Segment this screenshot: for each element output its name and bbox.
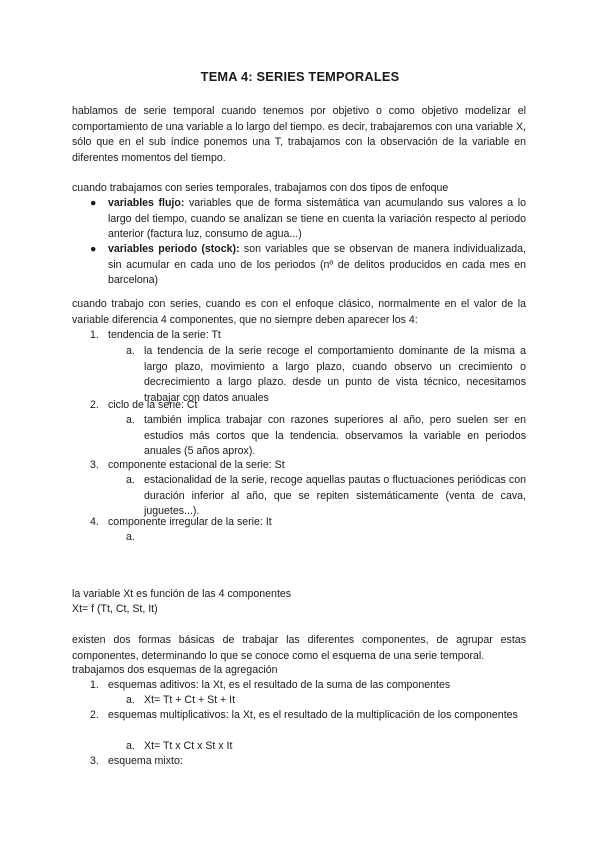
sub-text: estacionalidad de la serie, recoge aquellas pautas o fluctuaciones periódicas con duración inferior al año, que se repiten sistemáticamente (venta de cava, juguetes...). — [144, 474, 526, 517]
list-number: 3. — [90, 755, 99, 767]
sub-marker: a. — [126, 414, 135, 426]
sub-formula: Xt= Tt + Ct + St + It — [144, 694, 236, 706]
list-number: 1. — [90, 329, 99, 341]
list-label: esquemas multiplicativos: la Xt, es el resultado de la multiplicación de los componentes — [108, 709, 518, 721]
formas-paragraph: existen dos formas básicas de trabajar las diferentes componentes, de agrupar estas componentes, determinando lo que se conoce como el esquema de una serie temporal. — [72, 634, 526, 662]
document-title: TEMA 4: SERIES TEMPORALES — [200, 69, 400, 84]
funcion-formula: Xt= f (Tt, Ct, St, It) — [72, 603, 158, 615]
sub-text: la tendencia de la serie recoge el comportamiento dominante de la misma a largo plazo, movimiento a largo plazo, cuando observo un crecimiento o decrecimiento a largo plazo. desde un punto de vista técnico, necesitamos trabajar con datos anuales — [144, 345, 526, 404]
list-label: esquemas aditivos: la Xt, es el resultado de la suma de las componentes — [108, 679, 451, 691]
funcion-line: la variable Xt es función de las 4 componentes — [72, 588, 292, 600]
componentes-intro: cuando trabajo con series, cuando es con el enfoque clásico, normalmente en el valor de la variable diferencia 4 componentes, que no siempre deben aparecer los 4: — [72, 298, 526, 326]
bullet-dot: ● — [90, 197, 97, 209]
sub-text: también implica trabajar con razones superiores al año, pero suelen ser en estudios más cortos que la tendencia. observamos la variable en periodos anuales (5 años aprox). — [144, 414, 526, 457]
bullet-term: variables flujo: — [108, 197, 185, 209]
bullet-term: variables periodo (stock): — [108, 243, 240, 255]
bullet-text — [108, 242, 526, 289]
bullet-description: variables que de forma sistemática van acumulando sus valores a lo largo del tiempo, cuando se analizan se tiene en cuenta la variación respecto al periodo anterior (factura luz, consumo de agua...) — [108, 197, 526, 240]
list-number: 2. — [90, 709, 99, 721]
sub-marker: a. — [126, 345, 135, 357]
bullet-dot: ● — [90, 243, 97, 255]
sub-marker: a. — [126, 694, 135, 706]
list-number: 1. — [90, 679, 99, 691]
intro-paragraph: hablamos de serie temporal cuando tenemos por objetivo o como objetivo modelizar el comportamiento de una variable a lo largo del tiempo. es decir, trabajaremos con una variable X, sólo que en el sub índice ponemos una T, trabajamos con la observación de la variable en diferentes momentos del tiempo. — [72, 105, 526, 164]
sub-formula: Xt= Tt x Ct x St x It — [144, 740, 233, 752]
list-label: componente estacional de la serie: St — [108, 459, 285, 471]
sub-marker: a. — [126, 531, 135, 543]
sub-marker: a. — [126, 474, 135, 486]
list-number: 3. — [90, 459, 99, 471]
list-label: componente irregular de la serie: It — [108, 516, 272, 528]
enfoque-intro: cuando trabajamos con series temporales, trabajamos con dos tipos de enfoque — [72, 182, 449, 194]
list-label: esquema mixto: — [108, 755, 183, 767]
sub-marker: a. — [126, 740, 135, 752]
list-label: ciclo de la serie: Ct — [108, 399, 198, 411]
list-number: 2. — [90, 399, 99, 411]
bullet-description: son variables que se observan de manera individualizada, sin acumular en cada uno de los periodos (nº de delitos producidos en cada mes en barcelona) — [108, 243, 526, 286]
esquemas-line: trabajamos dos esquemas de la agregación — [72, 664, 278, 676]
list-label: tendencia de la serie: Tt — [108, 329, 221, 341]
list-number: 4. — [90, 516, 99, 528]
bullet-text — [108, 196, 526, 243]
